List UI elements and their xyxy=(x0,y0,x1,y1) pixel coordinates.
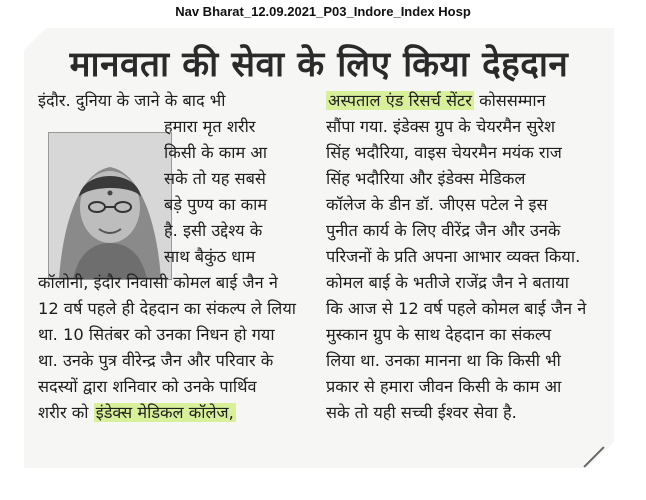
text-line: परिजनों के प्रति अपना आभार व्यक्त किया. xyxy=(326,247,581,266)
highlighted-text: अस्पताल एंड रिसर्च सेंटर xyxy=(328,91,472,110)
headline: मानवता की सेवा के लिए किया देहदान xyxy=(69,45,569,85)
text-line: सिंह भदौरिया और इंडेक्स मेडिकल xyxy=(326,169,526,188)
text-line: है. इसी उद्देश्य के xyxy=(164,221,263,240)
text-line: सके तो यह सबसे xyxy=(164,169,266,188)
text-line: पुनीत कार्य के लिए वीरेंद्र जैन और उनके xyxy=(326,221,561,240)
article-column-right xyxy=(326,88,611,426)
text-fragment: कोससम्मान xyxy=(479,91,546,110)
newspaper-clipping xyxy=(24,28,614,468)
text-line: इंदौर. दुनिया के जाने के बाद भी xyxy=(38,91,226,110)
folded-corner-bottom-right xyxy=(588,442,614,468)
text-line: था. 10 सितंबर को उनका निधन हो गया xyxy=(38,325,275,344)
text-line: सदस्यों द्वारा शनिवार को उनके पार्थिव xyxy=(38,377,257,396)
text-line: कि आज से 12 वर्ष पहले कोमल बाई जैन ने xyxy=(326,299,587,318)
text-line: था. उनके पुत्र वीरेन्द्र जैन और परिवार के xyxy=(38,351,274,370)
text-line: सौंपा गया. इंडेक्स ग्रुप के चेयरमैन सुरेश xyxy=(326,117,556,136)
text-fragment: शरीर को xyxy=(38,403,89,422)
article-column-left xyxy=(38,88,323,426)
text-line: कॉलोनी, इंदौर निवासी कोमल बाई जैन ने xyxy=(38,273,278,292)
text-line: सिंह भदौरिया, वाइस चेयरमैन मयंक राज xyxy=(326,143,562,162)
highlighted-text: इंडेक्स मेडिकल कॉलेज, xyxy=(95,403,234,422)
text-line: प्रकार से हमारा जीवन किसी के काम आ xyxy=(326,377,562,396)
text-line xyxy=(38,400,323,426)
text-line: मुस्कान ग्रुप के साथ देहदान का संकल्प xyxy=(326,325,552,344)
text-line: हमारा मृत शरीर xyxy=(164,117,256,136)
text-line: साथ बैकुंठ धाम xyxy=(164,247,256,266)
text-line: 12 वर्ष पहले ही देहदान का संकल्प ले लिया xyxy=(38,299,296,318)
text-line: बड़े पुण्य का काम xyxy=(164,195,268,214)
text-line: किसी के काम आ xyxy=(164,143,268,162)
text-line xyxy=(326,88,611,114)
text-line: सके तो यही सच्ची ईश्वर सेवा है. xyxy=(326,403,517,422)
text-line: लिया था. उनका मानना था कि किसी भी xyxy=(326,351,561,370)
image-caption: Nav Bharat_12.09.2021_P03_Indore_Index Hosp xyxy=(175,4,471,19)
text-line: कोमल बाई के भतीजे राजेंद्र जैन ने बताया xyxy=(326,273,569,292)
text-line: कॉलेज के डीन डॉ. जीएस पटेल ने इस xyxy=(326,195,548,214)
